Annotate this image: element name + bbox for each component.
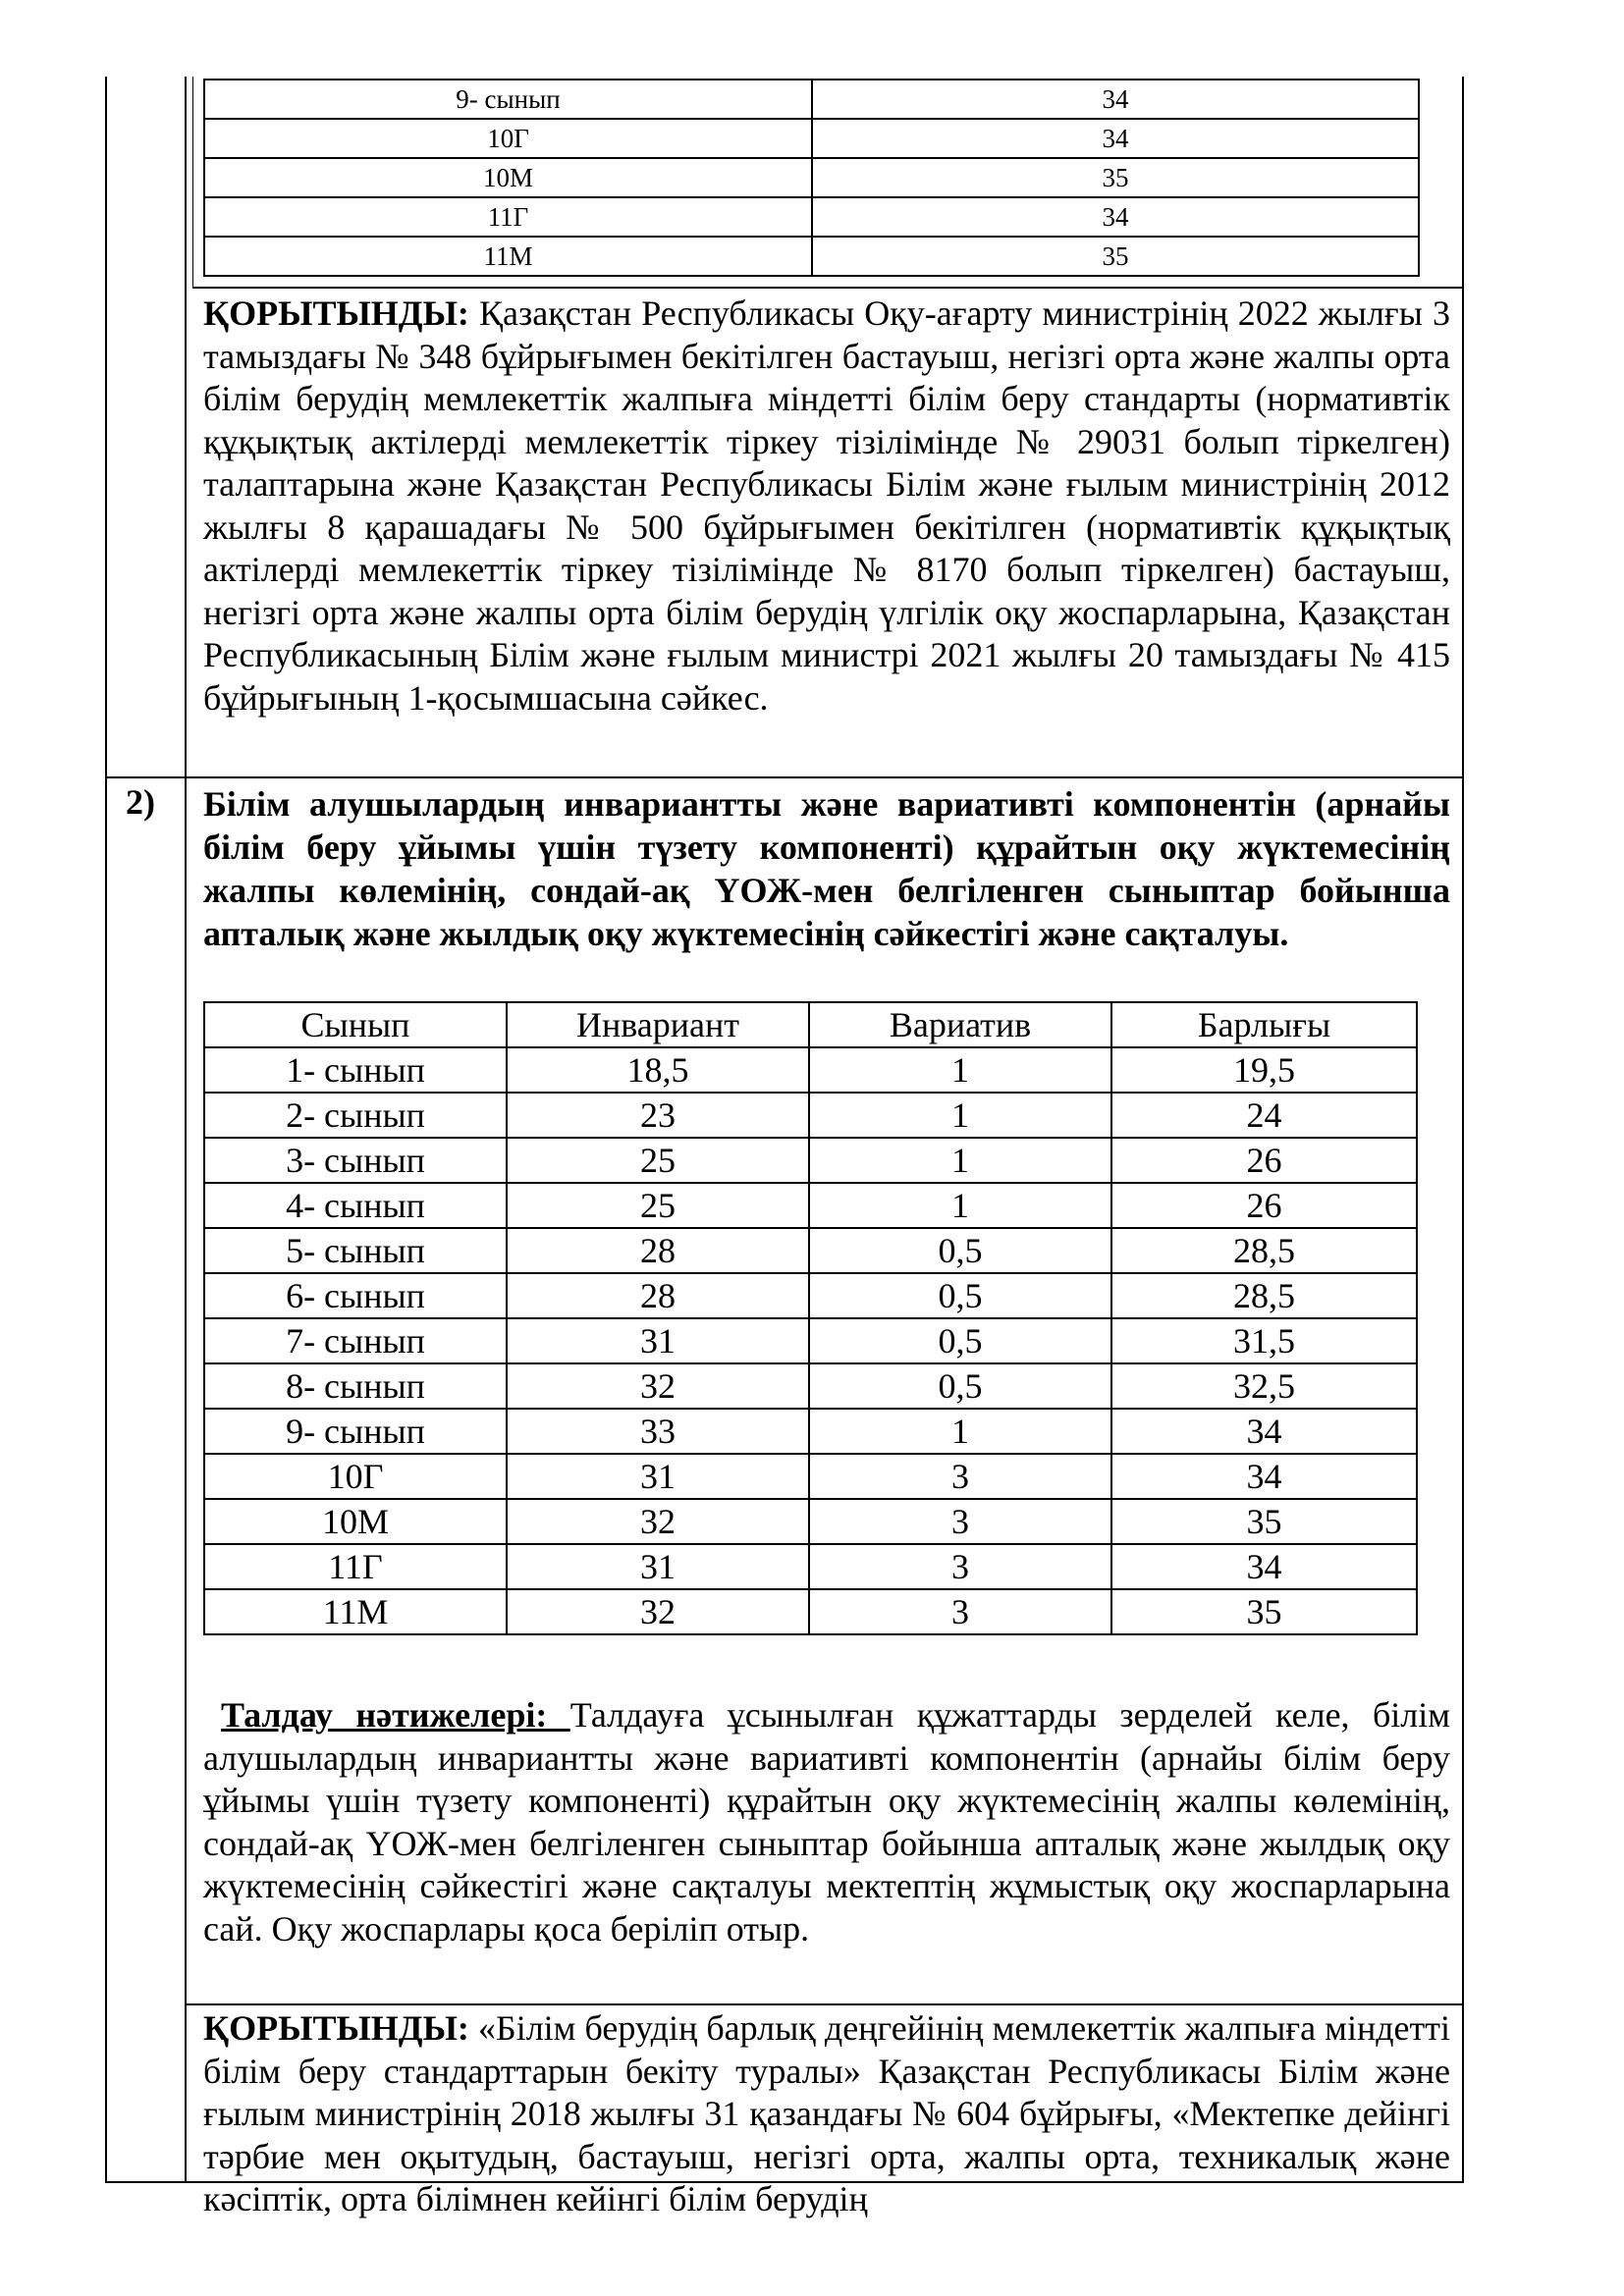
invariant-cell: 31: [507, 1544, 809, 1589]
invariant-cell: 25: [507, 1183, 809, 1228]
invariant-cell: 18,5: [507, 1047, 809, 1093]
invariant-cell: 31: [507, 1318, 809, 1363]
variative-cell: 1: [809, 1047, 1111, 1093]
total-cell: 31,5: [1111, 1318, 1417, 1363]
variative-cell: 3: [809, 1499, 1111, 1544]
class-cell: 5- сынып: [204, 1228, 507, 1273]
variative-cell: 1: [809, 1138, 1111, 1183]
invariant-cell: 32: [507, 1499, 809, 1544]
total-cell: 34: [1111, 1454, 1417, 1499]
table-row: [204, 80, 1419, 119]
invariant-cell: 32: [507, 1589, 809, 1634]
invariant-cell: 32: [507, 1363, 809, 1409]
section-divider-1: [105, 776, 1464, 778]
top-table-bottom-line: [192, 287, 1464, 289]
conclusion-1-text: Қазақстан Республикасы Оқу-ағарту министрінің 2022 жылғы 3 тамыздағы № 348 бұйрығымен бекітілген бастауыш, негізгі орта және жалпы орта білім берудің мемлекеттік жалпыға міндетті білім беру стандарты (нормативтік құқықтық актілерді мемлекеттік тіркеу тізілімінде № 29031 болып тіркелген) талаптарына және Қазақстан Республикасы Білім және ғылым министрінің 2012 жылғы 8 қарашадағы № 500 бұйрығымен бекітілген (нормативтік құқықтық актілерді мемлекеттік тіркеу тізілімінде № 8170 болып тіркелген) бастауыш, негізгі орта және жалпы орта білім берудің үлгілік оқу жоспарларына, Қазақстан Республикасының Білім және ғылым министрі 2021 жылғы 20 тамыздағы № 415 бұйрығының 1-қосымшасына сәйкес.: [203, 294, 1450, 718]
table-row: [204, 158, 1419, 197]
class-cell: 10М: [204, 1499, 507, 1544]
class-cell: 11Г: [204, 197, 812, 237]
conclusion-2-text: «Білім берудің барлық деңгейінің мемлекеттік жалпыға міндетті білім беру стандарттарын бекіту туралы» Қазақстан Республикасы Білім және ғылым министрінің 2018 жылғы 31 қазандағы № 604 бұйрығы, «Мектепке дейінгі тәрбие мен оқытудың, бастауыш, негізгі орта, жалпы орта, техникалық және кәсіптік, орта білімнен кейінгі білім берудің: [203, 2008, 1450, 2218]
number-column-inner-line: [192, 77, 193, 289]
class-cell: 1- сынып: [204, 1047, 507, 1093]
total-cell: 28,5: [1111, 1273, 1417, 1318]
number-column-divider: [185, 77, 187, 2183]
table-row: [204, 1544, 1417, 1589]
column-header: Сынып: [204, 1002, 507, 1047]
total-cell: 32,5: [1111, 1363, 1417, 1409]
top-class-load-table: [203, 79, 1420, 277]
invariant-cell: 28: [507, 1273, 809, 1318]
class-cell: 11М: [204, 1589, 507, 1634]
table-row: [204, 1363, 1417, 1409]
frame-left-border: [105, 77, 107, 2183]
total-cell: 35: [1111, 1589, 1417, 1634]
variative-cell: 1: [809, 1183, 1111, 1228]
class-cell: 10Г: [204, 1454, 507, 1499]
class-load-table: [203, 1001, 1418, 1635]
table-row: [204, 119, 1419, 158]
total-cell: 26: [1111, 1183, 1417, 1228]
table-row: [204, 1589, 1417, 1634]
total-cell: 19,5: [1111, 1047, 1417, 1093]
total-cell: 34: [812, 80, 1419, 119]
section-2-number: 2): [126, 782, 155, 822]
class-cell: 6- сынып: [204, 1273, 507, 1318]
conclusion-1-label: ҚОРЫТЫНДЫ:: [203, 294, 469, 333]
table-row: [204, 1454, 1417, 1499]
column-header: Инвариант: [507, 1002, 809, 1047]
table-row: [204, 1409, 1417, 1454]
column-header: Барлығы: [1111, 1002, 1417, 1047]
class-cell: 10Г: [204, 119, 812, 158]
table-row: [204, 1318, 1417, 1363]
table-row: [204, 1273, 1417, 1318]
total-cell: 35: [1111, 1499, 1417, 1544]
variative-cell: 3: [809, 1544, 1111, 1589]
table-row: [204, 1183, 1417, 1228]
variative-cell: 0,5: [809, 1228, 1111, 1273]
table-row: [204, 1138, 1417, 1183]
total-cell: 24: [1111, 1093, 1417, 1138]
table-row: [204, 1047, 1417, 1093]
class-cell: 8- сынып: [204, 1363, 507, 1409]
class-cell: 11М: [204, 237, 812, 276]
total-cell: 34: [1111, 1544, 1417, 1589]
table-row: [204, 1093, 1417, 1138]
variative-cell: 0,5: [809, 1318, 1111, 1363]
table-row: [204, 1228, 1417, 1273]
total-cell: 35: [812, 158, 1419, 197]
conclusion-2-paragraph: [203, 2007, 1450, 2221]
class-cell: 9- сынып: [204, 80, 812, 119]
conclusion-1-paragraph: [203, 293, 1450, 720]
section-divider-2: [185, 2003, 1464, 2005]
class-cell: 3- сынып: [204, 1138, 507, 1183]
invariant-cell: 33: [507, 1409, 809, 1454]
total-cell: 35: [812, 237, 1419, 276]
class-cell: 9- сынып: [204, 1409, 507, 1454]
variative-cell: 0,5: [809, 1363, 1111, 1409]
total-cell: 28,5: [1111, 1228, 1417, 1273]
total-cell: 34: [812, 119, 1419, 158]
analysis-paragraph: [203, 1694, 1450, 1950]
table-header-row: [204, 1002, 1417, 1047]
class-cell: 11Г: [204, 1544, 507, 1589]
invariant-cell: 23: [507, 1093, 809, 1138]
invariant-cell: 28: [507, 1228, 809, 1273]
variative-cell: 0,5: [809, 1273, 1111, 1318]
class-cell: 4- сынып: [204, 1183, 507, 1228]
section-2-heading: Білім алушылардың инвариантты және вариативті компонентін (арнайы білім беру ұйымы үшін түзету компоненті) құрайтын оқу жүктемесінің жалпы көлемінің, сондай-ақ ҮОЖ-мен белгіленген сыныптар бойынша апталық және жылдық оқу жүктемесінің сәйкестігі және сақталуы.: [203, 784, 1450, 953]
analysis-label: Талдау нәтижелері:: [221, 1695, 570, 1735]
column-header: Вариатив: [809, 1002, 1111, 1047]
variative-cell: 1: [809, 1409, 1111, 1454]
conclusion-2-label: ҚОРЫТЫНДЫ:: [203, 2008, 469, 2048]
table-row: [204, 197, 1419, 237]
analysis-text: Талдауға ұсынылған құжаттарды зерделей келе, білім алушылардың инвариантты және вариативті компонентін (арнайы білім беру ұйымы үшін түзету компоненті) құрайтын оқу жүктемесінің жалпы көлемінің, сондай-ақ ҮОЖ-мен белгіленген сыныптар бойынша апталық және жылдық оқу жүктемесінің сәйкестігі және сақталуы мектептің жұмыстық оқу жоспарларына сай. Оқу жоспарлары қоса беріліп отыр.: [203, 1695, 1451, 1949]
total-cell: 34: [812, 197, 1419, 237]
class-cell: 10М: [204, 158, 812, 197]
total-cell: 26: [1111, 1138, 1417, 1183]
table-row: [204, 237, 1419, 276]
invariant-cell: 31: [507, 1454, 809, 1499]
variative-cell: 3: [809, 1589, 1111, 1634]
total-cell: 34: [1111, 1409, 1417, 1454]
class-cell: 2- сынып: [204, 1093, 507, 1138]
table-row: [204, 1499, 1417, 1544]
variative-cell: 3: [809, 1454, 1111, 1499]
invariant-cell: 25: [507, 1138, 809, 1183]
variative-cell: 1: [809, 1093, 1111, 1138]
class-cell: 7- сынып: [204, 1318, 507, 1363]
frame-right-border: [1462, 77, 1464, 2183]
